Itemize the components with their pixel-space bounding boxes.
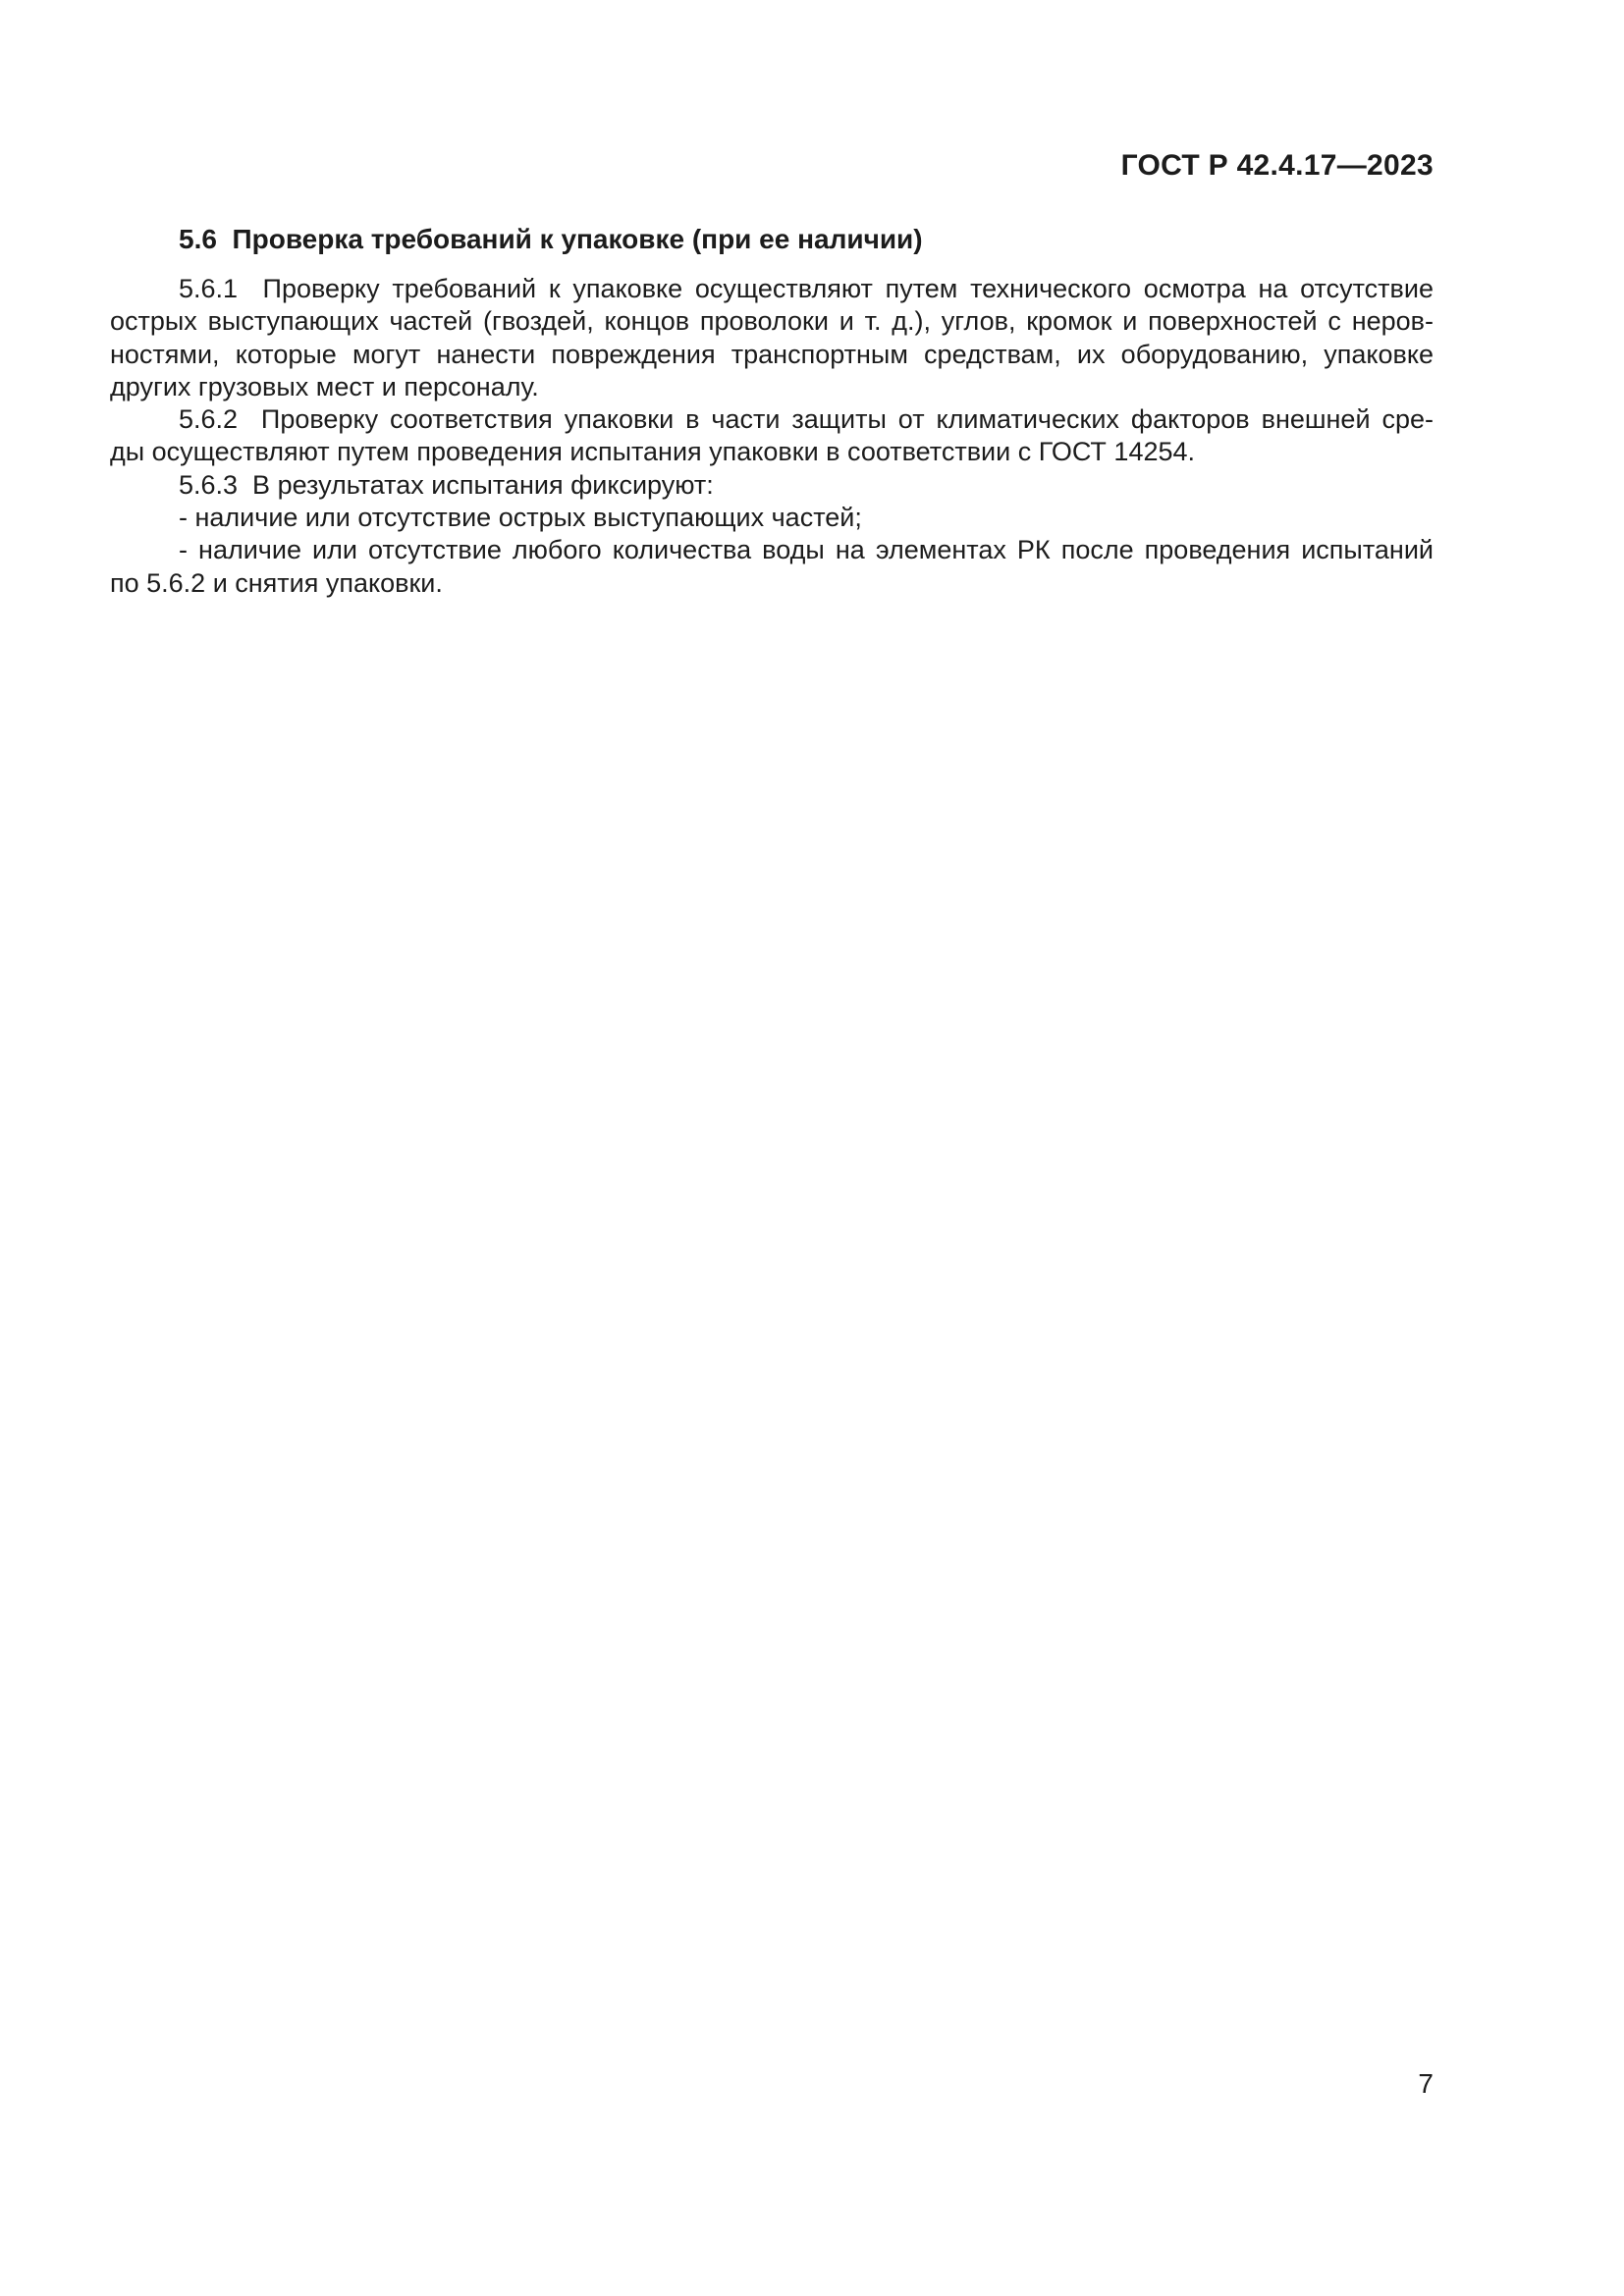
text-line: 5.6.2 Проверку соответствия упаковки в части защиты от климатических факторов внешней сре- bbox=[179, 404, 1434, 435]
page-number: 7 bbox=[1418, 2068, 1434, 2099]
document-code-header: ГОСТ Р 42.4.17—2023 bbox=[1120, 149, 1434, 182]
section-heading: 5.6 Проверка требований к упаковке (при ее наличии) bbox=[179, 224, 923, 254]
text-line: по 5.6.2 и снятия упаковки. bbox=[110, 567, 443, 598]
text-line: ностями, которые могут нанести повреждения транспортным средствам, их оборудованию, упаковке bbox=[110, 339, 1434, 369]
text-line: других грузовых мест и персоналу. bbox=[110, 371, 539, 401]
text-line: ды осуществляют путем проведения испытания упаковки в соответствии с ГОСТ 14254. bbox=[110, 437, 1196, 467]
text-line: острых выступающих частей (гвоздей, концов проволоки и т. д.), углов, кромок и поверхностей с неров- bbox=[110, 306, 1434, 337]
text-line: - наличие или отсутствие любого количества воды на элементах РК после проведения испытаний bbox=[179, 535, 1434, 565]
text-line: 5.6.1 Проверку требований к упаковке осуществляют путем технического осмотра на отсутствие bbox=[179, 274, 1434, 303]
page-content bbox=[110, 0, 1434, 600]
text-line: 5.6.3 В результатах испытания фиксируют: bbox=[179, 469, 714, 500]
document-body bbox=[110, 273, 1434, 600]
text-line: - наличие или отсутствие острых выступающих частей; bbox=[179, 503, 862, 533]
